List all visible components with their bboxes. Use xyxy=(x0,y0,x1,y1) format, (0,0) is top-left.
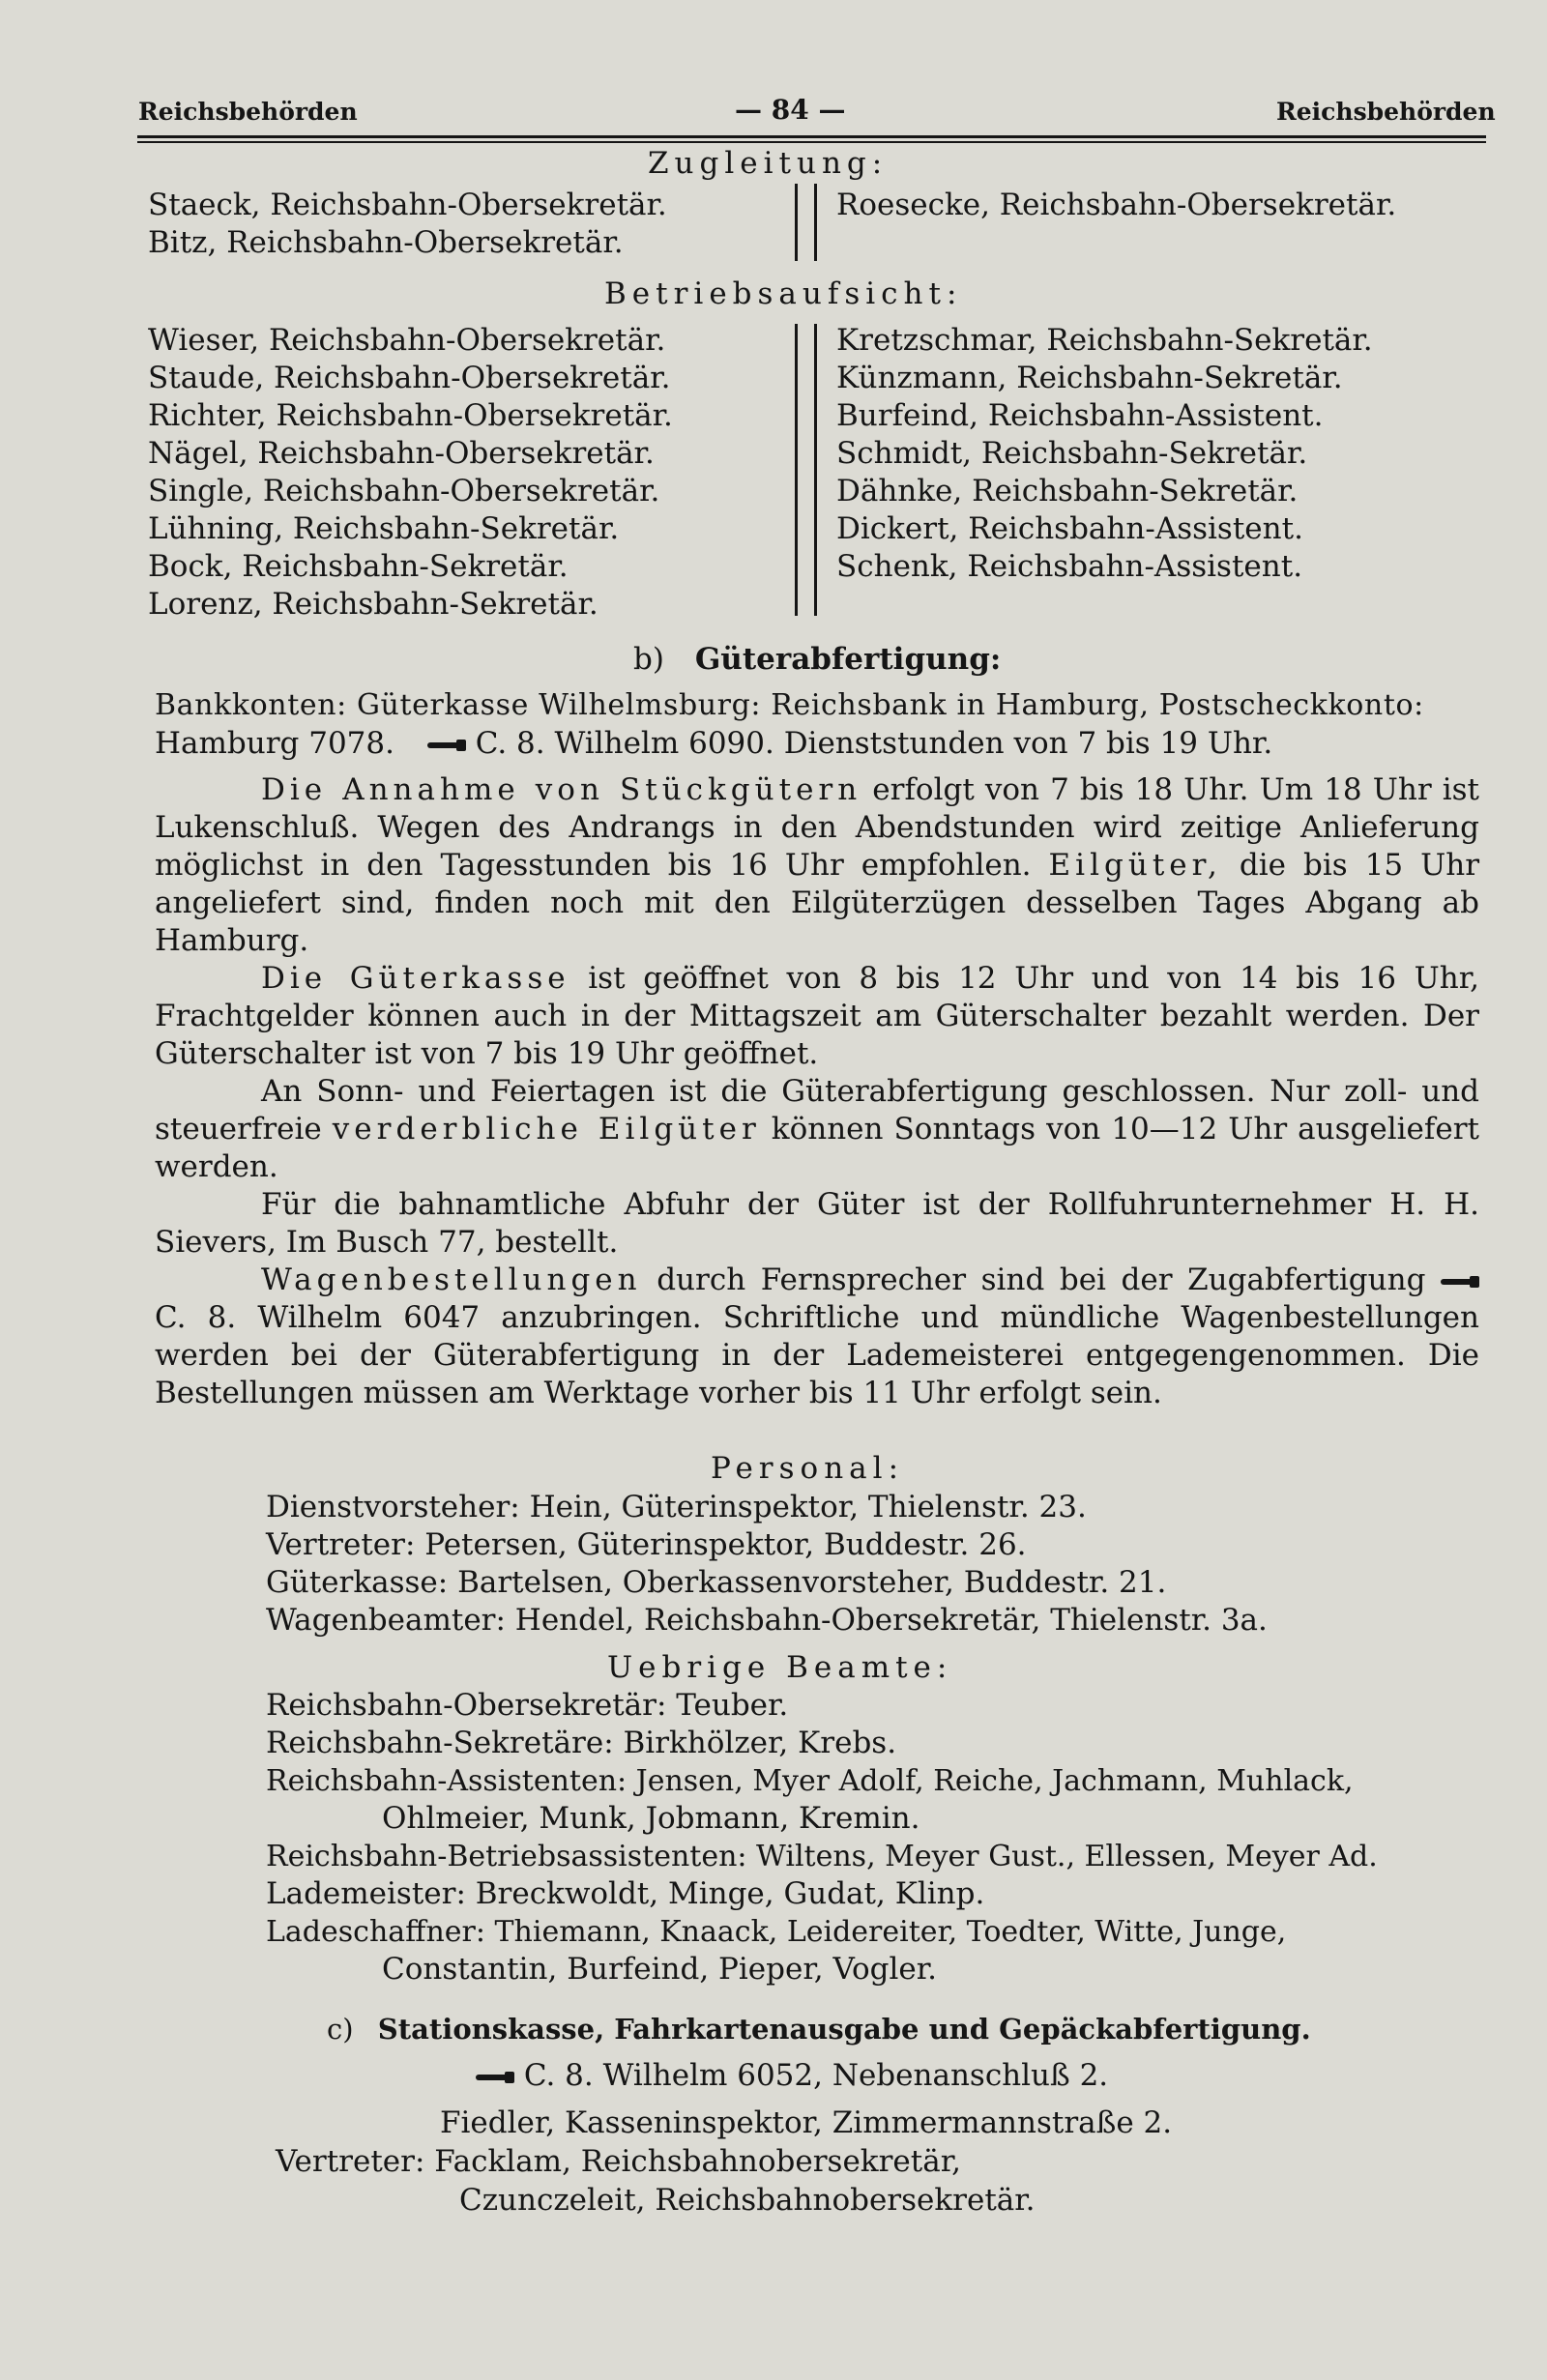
section-c-prefix: c) xyxy=(327,2013,354,2046)
betriebsaufsicht-left-1: Staude, Reichsbahn-Obersekretär. xyxy=(148,361,671,395)
uebrige-row-0: Reichsbahn-Obersekretär: Teuber. xyxy=(266,1688,789,1723)
column-separator xyxy=(814,324,817,616)
column-separator xyxy=(814,184,817,261)
paragraph-feiertage xyxy=(155,1073,1479,1186)
uebrige-row-4: Reichsbahn-Betriebsassistenten: Wiltens, Meyer Gust., Ellessen, Meyer Ad. xyxy=(266,1840,1378,1873)
uebrige-row-5: Lademeister: Breckwoldt, Minge, Gudat, Klinp. xyxy=(266,1876,985,1911)
stationskasse-phone-line xyxy=(476,2057,1108,2095)
running-header-left: Reichsbehörden xyxy=(138,98,358,126)
telephone-icon xyxy=(1441,1274,1479,1290)
telephone-icon xyxy=(476,2070,514,2085)
paragraph-gueterkasse xyxy=(155,960,1479,1073)
betriebsaufsicht-left-7: Lorenz, Reichsbahn-Sekretär. xyxy=(148,587,598,622)
stationskasse-line-1: Vertreter: Facklam, Reichsbahnobersekretär, xyxy=(276,2144,961,2179)
header-rule-bottom xyxy=(137,141,1486,143)
section-heading-uebrige-beamte: Uebrige Beamte: xyxy=(607,1650,953,1685)
zugleitung-left-1: Bitz, Reichsbahn-Obersekretär. xyxy=(148,225,624,260)
uebrige-row-3: Ohlmeier, Munk, Jobmann, Kremin. xyxy=(382,1801,920,1836)
personal-row-0: Dienstvorsteher: Hein, Güterinspektor, Thielenstr. 23. xyxy=(266,1490,1087,1524)
personal-row-1: Vertreter: Petersen, Güterinspektor, Buddestr. 26. xyxy=(266,1527,1027,1562)
emphasis-verderbliche: verderbliche Eilgüter xyxy=(332,1112,761,1146)
text-wagenbestellungen-a: durch Fernsprecher sind bei der Zugabfertigung xyxy=(641,1263,1426,1297)
bank-accounts-line: Bankkonten: Güterkasse Wilhelmsburg: Reichsbank in Hamburg, Postscheckkonto: xyxy=(155,688,1424,722)
betriebsaufsicht-right-6: Schenk, Reichsbahn-Assistent. xyxy=(836,549,1303,584)
emphasis-wagenbestellungen: Wagenbestellungen xyxy=(261,1263,642,1297)
page-number: — 84 — xyxy=(735,94,846,126)
betriebsaufsicht-left-2: Richter, Reichsbahn-Obersekretär. xyxy=(148,398,673,433)
uebrige-row-6: Ladeschaffner: Thiemann, Knaack, Leidereiter, Toedter, Witte, Junge, xyxy=(266,1915,1287,1949)
section-b-title: Güterabfertigung: xyxy=(694,642,1002,677)
section-heading-zugleitung: Zugleitung: xyxy=(648,146,889,181)
zugleitung-right-0: Roesecke, Reichsbahn-Obersekretär. xyxy=(836,188,1397,222)
column-separator xyxy=(795,324,798,616)
text-wagenbestellungen-b: C. 8. Wilhelm 6047 anzubringen. Schriftliche und mündliche Wagenbestellungen werden bei der Güterabfertigung in der Lademeisterei entgegengenommen. Die Bestellungen müssen am Werktage vorher bis 11 Uhr erfolgt sein. xyxy=(155,1300,1479,1410)
postscheck-number: Hamburg 7078. xyxy=(155,726,394,761)
personal-row-2: Güterkasse: Bartelsen, Oberkassenvorsteher, Buddestr. 21. xyxy=(266,1565,1167,1600)
stationskasse-phone: C. 8. Wilhelm 6052, Nebenanschluß 2. xyxy=(523,2058,1109,2093)
telephone-icon xyxy=(427,738,466,753)
betriebsaufsicht-right-1: Künzmann, Reichsbahn-Sekretär. xyxy=(836,361,1343,395)
section-b-prefix: b) xyxy=(633,642,664,677)
uebrige-row-2: Reichsbahn-Assistenten: Jensen, Myer Adolf, Reiche, Jachmann, Muhlack, xyxy=(266,1764,1354,1798)
emphasis-gueterkasse: Die Güterkasse xyxy=(261,961,570,996)
betriebsaufsicht-right-4: Dähnke, Reichsbahn-Sekretär. xyxy=(836,474,1299,508)
stationskasse-line-2: Czunczeleit, Reichsbahnobersekretär. xyxy=(459,2183,1036,2218)
text-eilgueter: die bis 15 Uhr angeliefert sind, finden noch mit den Eilgüterzügen desselben Tages Abgang ab Hamburg. xyxy=(155,848,1480,958)
running-header-right: Reichsbehörden xyxy=(1276,98,1496,126)
section-b-heading xyxy=(633,641,1001,679)
header-rule-top xyxy=(137,135,1486,138)
section-c-heading xyxy=(327,2011,1311,2048)
text-gueterkasse: ist geöffnet von 8 bis 12 Uhr und von 14 bis 16 Uhr, Frachtgelder können auch in der Mittagszeit am Güterschalter bezahlt werden. Der Güterschalter ist von 7 bis 19 Uhr geöffnet. xyxy=(155,961,1479,1071)
betriebsaufsicht-left-0: Wieser, Reichsbahn-Obersekretär. xyxy=(148,323,666,358)
section-heading-personal: Personal: xyxy=(711,1451,905,1486)
telephone-and-hours: C. 8. Wilhelm 6090. Dienststunden von 7 bis 19 Uhr. xyxy=(475,726,1273,761)
betriebsaufsicht-right-5: Dickert, Reichsbahn-Assistent. xyxy=(836,511,1303,546)
text-stueckgueter: erfolgt von 7 bis 18 Uhr. Um 18 Uhr ist Lukenschluß. Wegen des Andrangs in den Abendstunden wird zeitige Anlieferung möglichst in den Tagesstunden bis 16 Uhr empfohlen. xyxy=(155,772,1479,883)
betriebsaufsicht-left-4: Single, Reichsbahn-Obersekretär. xyxy=(148,474,660,508)
bank-accounts-line-2 xyxy=(155,725,1272,763)
paragraph-abfuhr: Für die bahnamtliche Abfuhr der Güter ist der Rollfuhrunternehmer H. H. Sievers, Im Busch 77, bestellt. xyxy=(155,1187,1479,1260)
betriebsaufsicht-right-0: Kretzschmar, Reichsbahn-Sekretär. xyxy=(836,323,1373,358)
column-separator xyxy=(795,184,798,261)
betriebsaufsicht-right-2: Burfeind, Reichsbahn-Assistent. xyxy=(836,398,1324,433)
betriebsaufsicht-left-5: Lühning, Reichsbahn-Sekretär. xyxy=(148,511,620,546)
stationskasse-line-0: Fiedler, Kasseninspektor, Zimmermannstraße 2. xyxy=(440,2105,1173,2140)
section-c-title: Stationskasse, Fahrkartenausgabe und Gepäckabfertigung. xyxy=(377,2013,1311,2046)
text-feiertage-b: können Sonntags von 10—12 Uhr ausgeliefert werden. xyxy=(155,1112,1479,1184)
paragraph-wagenbestellungen xyxy=(155,1262,1479,1412)
zugleitung-left-0: Staeck, Reichsbahn-Obersekretär. xyxy=(148,188,667,222)
uebrige-row-7: Constantin, Burfeind, Pieper, Vogler. xyxy=(382,1952,938,1987)
betriebsaufsicht-left-3: Nägel, Reichsbahn-Obersekretär. xyxy=(148,436,655,471)
personal-row-3: Wagenbeamter: Hendel, Reichsbahn-Obersekretär, Thielenstr. 3a. xyxy=(266,1603,1268,1638)
emphasis-stueckgueter: Die Annahme von Stückgütern xyxy=(261,772,862,807)
betriebsaufsicht-right-3: Schmidt, Reichsbahn-Sekretär. xyxy=(836,436,1308,471)
emphasis-eilgueter: Eilgüter, xyxy=(1048,848,1222,883)
uebrige-row-1: Reichsbahn-Sekretäre: Birkhölzer, Krebs. xyxy=(266,1726,897,1760)
betriebsaufsicht-left-6: Bock, Reichsbahn-Sekretär. xyxy=(148,549,569,584)
paragraph-stueckgueter xyxy=(155,771,1479,960)
section-heading-betriebsaufsicht: Betriebsaufsicht: xyxy=(604,276,963,311)
text-feiertage-a: An Sonn- und Feiertagen ist die Güterabfertigung geschlossen. Nur zoll- und steuerfreie xyxy=(155,1074,1479,1146)
